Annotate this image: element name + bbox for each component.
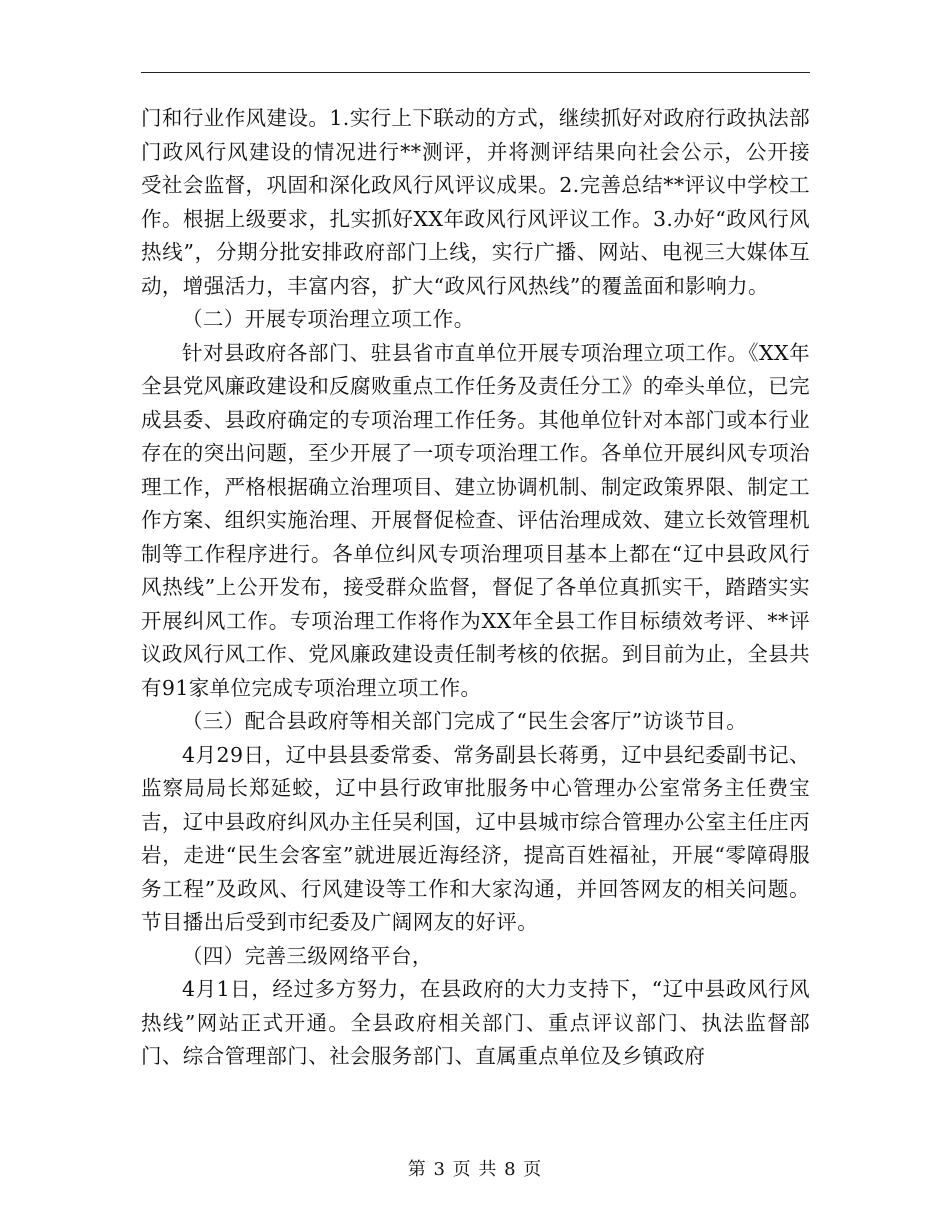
section-heading-3: （三）配合县政府等相关部门完成了“民生会客厅”访谈节目。 bbox=[182, 709, 748, 733]
section-heading-2: （二）开展专项治理立项工作。 bbox=[182, 307, 475, 331]
paragraph: 4月29日，辽中县县委常委、常务副县长蒋勇，辽中县纪委副书记、监察局局长郑延蛟，辽中县行政审批服务中心管理办公室常务主任费宝吉，辽中县政府纠风办主任吴利国，辽中县城市综合管理办公室主任庄丙岩，走进“民生会客室”就进展近海经济，提高百姓福祉，开展“零障碍服务工程”及政风、行风建设等工作和大家沟通，并回答网友的相关问题。节目播出后受到市纪委及广阔网友的好评。 bbox=[141, 742, 810, 934]
header-rule bbox=[141, 72, 810, 73]
document-body bbox=[141, 102, 810, 1074]
paragraph: 针对县政府各部门、驻县省市直单位开展专项治理立项工作。《XX年全县党风廉政建设和反腐败重点工作任务及责任分工》的牵头单位，已完成县委、县政府确定的专项治理工作任务。其他单位针对本部门或本行业存在的突出问题，至少开展了一项专项治理工作。各单位开展纠风专项治理工作，严格根据确立治理项目、建立协调机制、制定政策界限、制定工作方案、组织实施治理、开展督促检查、评估治理成效、建立长效管理机制等工作程序进行。各单位纠风专项治理项目基本上都在“辽中县政风行风热线”上公开发布，接受群众监督，督促了各单位真抓实干，踏踏实实开展纠风工作。专项治理工作将作为XX年全县工作目标绩效考评、**评议政风行风工作、党风廉政建设责任制考核的依据。到目前为止，全县共有91家单位完成专项治理立项工作。 bbox=[141, 340, 810, 700]
page-number-footer: 第 3 页 共 8 页 bbox=[407, 1159, 543, 1180]
section-heading-4: （四）完善三级网络平台， bbox=[182, 943, 433, 968]
paragraph: 4月1日，经过多方努力，在县政府的大力支持下，“辽中县政风行风热线”网站正式开通。全县政府相关部门、重点评议部门、执法监督部门、综合管理部门、社会服务部门、直属重点单位及乡镇政府 bbox=[141, 977, 810, 1068]
paragraph-continued: 门和行业作风建设。1.实行上下联动的方式，继续抓好对政府行政执法部门政风行风建设的情况进行**测评，并将测评结果向社会公示，公开接受社会监督，巩固和深化政风行风评议成果。2.完善总结**评议中学校工作。根据上级要求，扎实抓好XX年政风行风评议工作。3.办好“政风行风热线”，分期分批安排政府部门上线，实行广播、网站、电视三大媒体互动，增强活力，丰富内容，扩大“政风行风热线”的覆盖面和影响力。 bbox=[141, 106, 810, 298]
